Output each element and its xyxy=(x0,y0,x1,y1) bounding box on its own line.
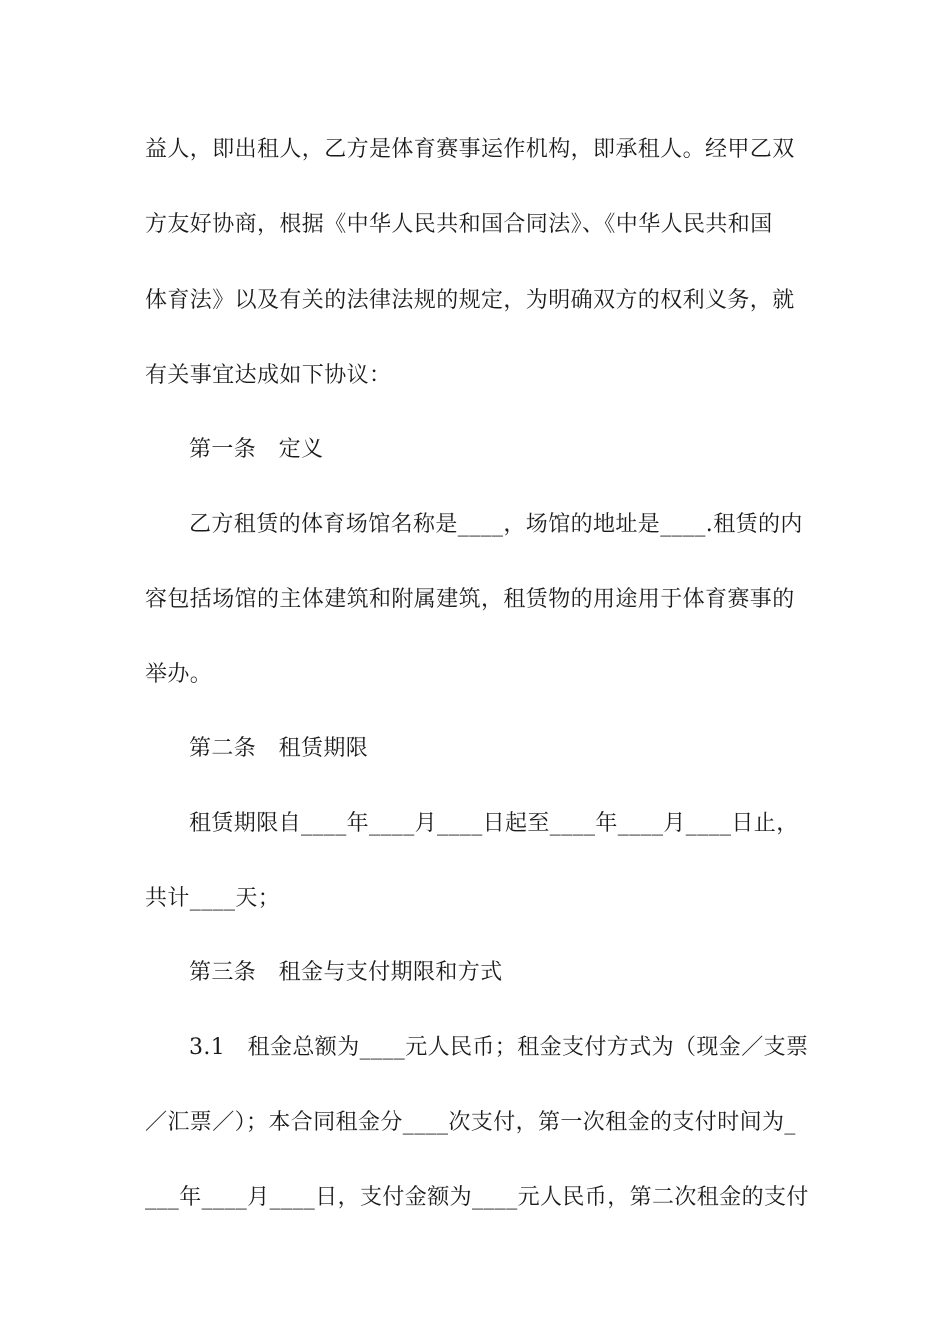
paragraph-line-1: 益人，即出租人，乙方是体育赛事运作机构，即承租人。经甲乙双 xyxy=(145,137,795,162)
paragraph-line-15: ___年____月____日，支付金额为____元人民币，第二次租金的支付 xyxy=(145,1185,809,1210)
paragraph-line-7: 容包括场馆的主体建筑和附属建筑，租赁物的用途用于体育赛事的 xyxy=(145,587,795,612)
paragraph-line-14: ／汇票／）；本合同租金分____次支付，第一次租金的支付时间为_ xyxy=(145,1110,796,1135)
paragraph-line-4: 有关事宜达成如下协议： xyxy=(145,363,392,388)
article-2-heading: 第二条 租赁期限 xyxy=(189,736,369,761)
paragraph-line-13: 3.1 租金总额为____元人民币；租金支付方式为（现金／支票 xyxy=(189,1035,809,1060)
paragraph-line-2: 方友好协商，根据《中华人民共和国合同法》、《中华人民共和国 xyxy=(145,212,773,237)
paragraph-line-11: 共计____天； xyxy=(145,886,281,911)
paragraph-line-10: 租赁期限自____年____月____日起至____年____月____日止， xyxy=(189,811,799,836)
paragraph-line-3: 体育法》以及有关的法律法规的规定，为明确双方的权利义务，就 xyxy=(145,288,795,313)
article-3-heading: 第三条 租金与支付期限和方式 xyxy=(189,960,503,985)
paragraph-line-8: 举办。 xyxy=(145,662,213,687)
article-1-heading: 第一条 定义 xyxy=(189,437,324,462)
paragraph-line-6: 乙方租赁的体育场馆名称是____，场馆的地址是____.租赁的内 xyxy=(189,512,803,537)
